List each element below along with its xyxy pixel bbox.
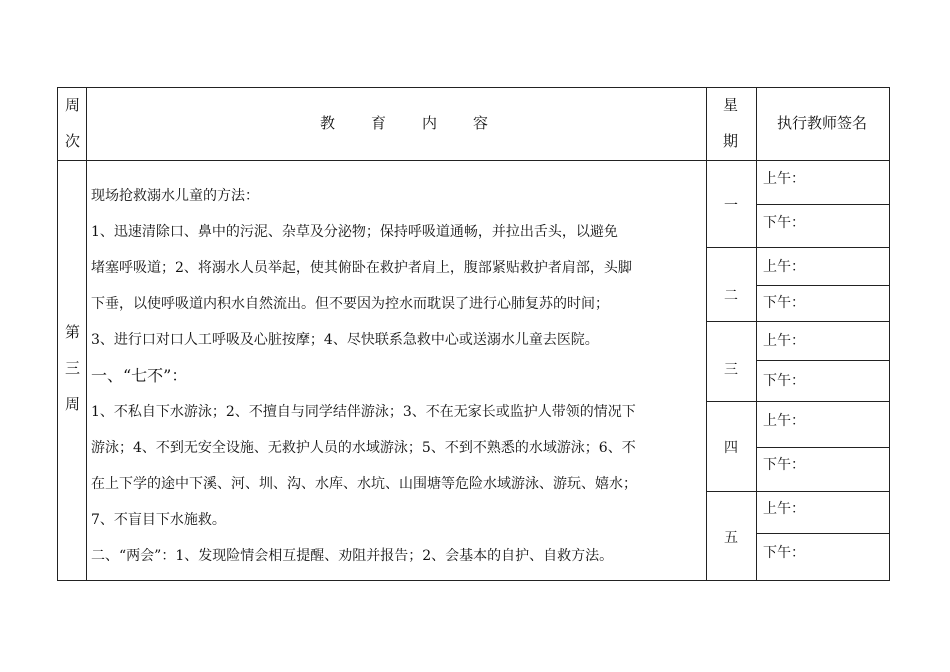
- signature-am: 上午：: [763, 259, 805, 275]
- signature-am: 上午：: [763, 333, 805, 349]
- day-separator: [706, 491, 890, 492]
- day-separator: [706, 321, 890, 322]
- header-week-char: 周: [64, 96, 80, 114]
- ampm-separator: [756, 447, 890, 448]
- ampm-separator: [756, 360, 890, 361]
- content-line: 二、“两会”：1、发现险情会相互提醒、劝阻并报告；2、会基本的自护、自救方法。: [91, 548, 614, 564]
- ampm-separator: [756, 533, 890, 534]
- content-line: 一、“七不”：: [91, 366, 188, 385]
- table-bottom-border: [57, 580, 890, 581]
- day-separator: [706, 401, 890, 402]
- day-name: 五: [724, 530, 738, 546]
- week-label-char: 第: [64, 323, 80, 341]
- header-day-char: 星: [722, 96, 738, 114]
- signature-pm: 下午：: [763, 215, 805, 231]
- content-line: 下垂，以使呼吸道内积水自然流出。但不要因为控水而耽误了进行心肺复苏的时间；: [91, 296, 609, 312]
- table-right-border: [889, 87, 890, 581]
- signature-pm: 下午：: [763, 295, 805, 311]
- day-name: 二: [724, 288, 738, 304]
- signature-am: 上午：: [763, 171, 805, 187]
- content-line: 堵塞呼吸道；2、将溺水人员举起，使其俯卧在救护者肩上，腹部紧贴救护者肩部，头脚: [91, 260, 632, 276]
- day-separator: [706, 247, 890, 248]
- ampm-separator: [756, 204, 890, 205]
- ampm-separator: [756, 285, 890, 286]
- day-name: 一: [724, 198, 738, 214]
- content-line: 在上下学的途中下溪、河、圳、沟、水库、水坑、山围塘等危险水域游泳、游玩、嬉水；: [91, 476, 637, 492]
- header-bottom-border: [57, 160, 890, 161]
- education-content: [91, 178, 707, 574]
- day-name: 三: [724, 362, 738, 378]
- day-col-divider: [756, 87, 757, 581]
- header-week-char: 次: [64, 132, 80, 150]
- signature-pm: 下午：: [763, 373, 805, 389]
- header-day-char: 期: [722, 132, 738, 150]
- content-line: 现场抢救溺水儿童的方法：: [91, 188, 259, 204]
- signature-am: 上午：: [763, 413, 805, 429]
- content-line: 游泳；4、不到无安全设施、无救护人员的水域游泳；5、不到不熟悉的水域游泳；6、不: [91, 440, 636, 456]
- header-signature: 执行教师签名: [777, 114, 868, 132]
- signature-am: 上午：: [763, 501, 805, 517]
- week-label-char: 周: [64, 395, 80, 413]
- signature-pm: 下午：: [763, 545, 805, 561]
- content-line: 1、不私自下水游泳；2、不擅自与同学结伴游泳；3、不在无家长或监护人带领的情况下: [91, 404, 636, 420]
- week-label-char: 三: [64, 359, 80, 377]
- header-content: 教 育 内 容: [320, 114, 491, 132]
- day-name: 四: [724, 440, 738, 456]
- table-top-border: [57, 87, 890, 88]
- content-line: 1、迅速清除口、鼻中的污泥、杂草及分泌物；保持呼吸道通畅，并拉出舌头，以避免: [91, 224, 618, 240]
- content-line: 7、不盲目下水施救。: [91, 512, 226, 528]
- signature-pm: 下午：: [763, 457, 805, 473]
- content-line: 3、进行口对口人工呼吸及心脏按摩；4、尽快联系急救中心或送溺水儿童去医院。: [91, 332, 599, 348]
